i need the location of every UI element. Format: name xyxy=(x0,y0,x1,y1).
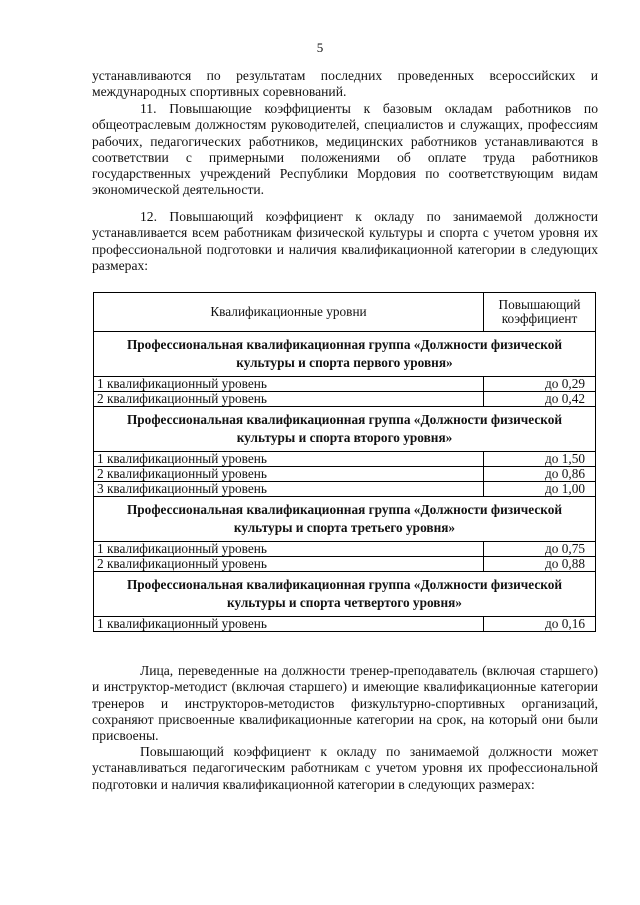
paragraph-continuation xyxy=(92,68,598,101)
table-row xyxy=(94,392,596,407)
qualification-level-cell: 2 квалификационный уровень xyxy=(94,557,484,572)
qualification-level-cell: 2 квалификационный уровень xyxy=(94,392,484,407)
qualification-group-title: Профессиональная квалификационная группа «Должности физической культуры и спорта третьего уровня» xyxy=(94,497,596,542)
header-qualification-levels: Квалификационные уровни xyxy=(94,293,484,332)
paragraph-pedagogical xyxy=(92,744,598,793)
qualification-level-cell: 2 квалификационный уровень xyxy=(94,467,484,482)
coefficient-value-cell: до 0,75 xyxy=(484,542,596,557)
page-number: 5 xyxy=(316,40,324,55)
paragraph-persons xyxy=(92,663,598,744)
coefficient-value-cell: до 1,50 xyxy=(484,452,596,467)
paragraph-text: Лица, переведенные на должности тренер-преподаватель (включая старшего) и инструктор-методист (включая старшего) и имеющие квалификационные категории тренеров и инструкторов-методистов физкультурно-спортивных организаций, сохраняют присвоенные квалификационные категории на срок, на который они были присвоены. xyxy=(92,663,598,744)
coefficient-value-cell: до 0,86 xyxy=(484,467,596,482)
qualification-level-cell: 1 квалификационный уровень xyxy=(94,452,484,467)
table-row xyxy=(94,467,596,482)
table-row xyxy=(94,557,596,572)
coefficient-table xyxy=(93,292,596,632)
table-row xyxy=(94,617,596,632)
qualification-group-row xyxy=(94,332,596,377)
qualification-level-cell: 1 квалификационный уровень xyxy=(94,377,484,392)
header-coefficient xyxy=(484,293,596,332)
table-header-row xyxy=(94,293,596,332)
qualification-group-title: Профессиональная квалификационная группа «Должности физической культуры и спорта четвертого уровня» xyxy=(94,572,596,617)
coefficient-value-cell: до 0,29 xyxy=(484,377,596,392)
paragraph-text: Повышающий коэффициент к окладу по занимаемой должности может устанавливаться педагогическим работникам с учетом уровня их профессиональной подготовки и наличия квалификационной категории в следующих размерах: xyxy=(92,744,598,792)
table-row xyxy=(94,452,596,467)
paragraph-text: 11. Повышающие коэффициенты к базовым окладам работников по общеотраслевым должностям руководителей, специалистов и служащих, профессиям рабочих, педагогических работников, медицинских работников устанавливаются в соответствии с примерными положениями об оплате труда работников государственных учреждений Республики Мордовия по соответствующим видам экономической деятельности. xyxy=(92,101,598,198)
qualification-level-cell: 1 квалификационный уровень xyxy=(94,617,484,632)
qualification-group-title: Профессиональная квалификационная группа «Должности физической культуры и спорта второго уровня» xyxy=(94,407,596,452)
paragraph-text: 12. Повышающий коэффициент к окладу по занимаемой должности устанавливается всем работникам физической культуры и спорта с учетом уровня их профессиональной подготовки и наличия квалификационной категории в следующих размерах: xyxy=(92,209,598,273)
qualification-group-row xyxy=(94,572,596,617)
coefficient-value-cell: до 0,16 xyxy=(484,617,596,632)
qualification-group-row xyxy=(94,497,596,542)
qualification-group-title: Профессиональная квалификационная группа «Должности физической культуры и спорта первого уровня» xyxy=(94,332,596,377)
qualification-level-cell: 3 квалификационный уровень xyxy=(94,482,484,497)
coefficient-value-cell: до 0,42 xyxy=(484,392,596,407)
qualification-group-row xyxy=(94,407,596,452)
header-coef-line1: Повышающий xyxy=(498,297,581,312)
qualification-level-cell: 1 квалификационный уровень xyxy=(94,542,484,557)
paragraph-text: устанавливаются по результатам последних проведенных всероссийских и международных спортивных соревнований. xyxy=(92,68,598,100)
paragraph-11 xyxy=(92,101,598,199)
coefficient-value-cell: до 0,88 xyxy=(484,557,596,572)
table-body xyxy=(94,332,596,632)
header-coef-line2: коэффициент xyxy=(501,311,578,326)
table-row xyxy=(94,482,596,497)
coefficient-value-cell: до 1,00 xyxy=(484,482,596,497)
paragraph-12 xyxy=(92,209,598,274)
table-row xyxy=(94,542,596,557)
table-row xyxy=(94,377,596,392)
